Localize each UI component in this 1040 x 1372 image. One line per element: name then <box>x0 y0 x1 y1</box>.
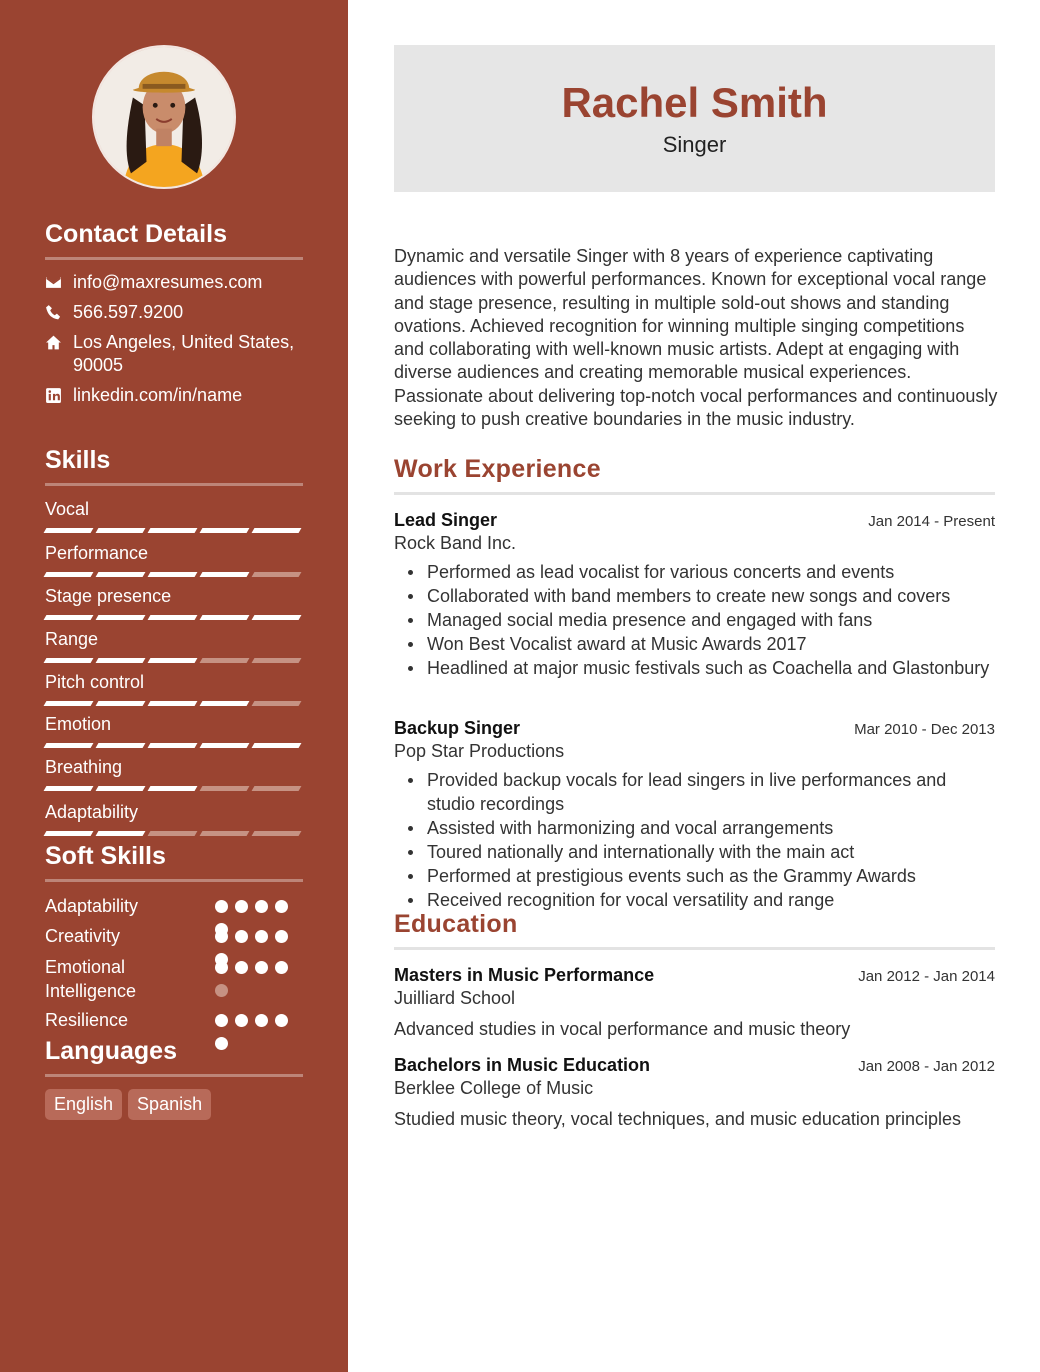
skill-level-segment <box>200 572 250 577</box>
soft-skill-item <box>45 924 303 948</box>
skill-item <box>45 628 303 663</box>
rating-dot <box>275 1014 288 1027</box>
contact-phone-text: 566.597.9200 <box>73 302 184 322</box>
school-name: Juilliard School <box>394 988 516 1008</box>
skill-level-segment <box>44 701 94 706</box>
skill-level-segment <box>148 572 198 577</box>
skill-item <box>45 498 303 533</box>
skill-item <box>45 671 303 706</box>
skill-name: Range <box>45 629 99 649</box>
skill-level-segment <box>200 615 250 620</box>
contact-linkedin[interactable] <box>45 384 303 407</box>
education-dates: Jan 2012 - Jan 2014 <box>858 968 995 985</box>
skill-name: Vocal <box>45 499 90 519</box>
skill-level-bar <box>45 615 303 620</box>
skill-level-segment <box>96 615 146 620</box>
skill-level-segment <box>44 615 94 620</box>
education-entry <box>394 963 995 1041</box>
skill-level-segment <box>96 786 146 791</box>
profile-photo <box>92 45 236 189</box>
skill-level-segment <box>44 658 94 663</box>
skill-level-segment <box>252 658 302 663</box>
education-description: Studied music theory, vocal techniques, and music education principles <box>394 1109 961 1129</box>
skill-level-segment <box>44 831 94 836</box>
contact-section <box>45 220 303 407</box>
job-entry <box>394 716 995 912</box>
contact-address-text: Los Angeles, United States, 90005 <box>73 332 295 375</box>
skills-heading: Skills <box>45 446 303 486</box>
sidebar <box>0 0 348 1372</box>
skill-level-segment <box>252 528 302 533</box>
job-company: Pop Star Productions <box>394 741 565 761</box>
job-bullet: Managed social media presence and engaged with fans <box>394 608 995 632</box>
candidate-name: Rachel Smith <box>561 79 828 126</box>
skill-level-segment <box>252 786 302 791</box>
job-title: Backup Singer <box>394 718 521 738</box>
job-title: Lead Singer <box>394 510 498 530</box>
skill-level-segment <box>252 831 302 836</box>
candidate-title: Singer <box>662 132 727 157</box>
contact-phone[interactable] <box>45 301 303 324</box>
skill-level-segment <box>96 701 146 706</box>
skill-level-segment <box>200 658 250 663</box>
skill-name: Emotion <box>45 714 112 734</box>
skill-level-segment <box>200 831 250 836</box>
soft-skill-item <box>45 894 303 918</box>
job-bullet: Received recognition for vocal versatility and range <box>394 888 964 912</box>
education-entry <box>394 1053 995 1131</box>
soft-skill-name: Adaptability <box>45 896 139 916</box>
skill-item <box>45 756 303 791</box>
skill-level-segment <box>200 701 250 706</box>
rating-dot <box>235 930 248 943</box>
rating-dot <box>255 1014 268 1027</box>
education-description: Advanced studies in vocal performance and music theory <box>394 1019 851 1039</box>
job-bullet: Collaborated with band members to create new songs and covers <box>394 584 995 608</box>
soft-skill-name: Resilience <box>45 1010 129 1030</box>
languages-section <box>45 1037 303 1120</box>
rating-dot <box>215 961 228 974</box>
skill-level-segment <box>200 743 250 748</box>
language-chip: Spanish <box>128 1089 211 1120</box>
rating-dot <box>215 1014 228 1027</box>
skill-level-bar <box>45 701 303 706</box>
skill-level-segment <box>252 615 302 620</box>
skill-level-segment <box>148 786 198 791</box>
skill-level-bar <box>45 528 303 533</box>
skill-name: Breathing <box>45 757 123 777</box>
contact-linkedin-text: linkedin.com/in/name <box>73 385 243 405</box>
summary: Dynamic and versatile Singer with 8 years of experience captivating audiences with powerful performances. Known for exceptional vocal range and stage presence, resulting in multiple sold-out shows and standing ovations. Achieved recognition for winning multiple singing competitions and collaborating with well-known music artists. Adept at engaging with diverse audiences and creating memorable musical experiences. Passionate about delivering top-notch vocal performances and continuously seeking to push creative boundaries in the music industry. <box>394 246 998 430</box>
skill-level-segment <box>96 658 146 663</box>
contact-email-text: info@maxresumes.com <box>73 272 263 292</box>
job-bullet: Provided backup vocals for lead singers in live performances and studio recordings <box>394 768 964 816</box>
skill-level-segment <box>44 743 94 748</box>
soft-skills-heading: Soft Skills <box>45 842 303 882</box>
language-chip: English <box>45 1089 122 1120</box>
skill-level-bar <box>45 743 303 748</box>
skill-level-segment <box>96 528 146 533</box>
linkedin-icon <box>45 384 73 407</box>
rating-dot <box>235 900 248 913</box>
skill-level-segment <box>148 743 198 748</box>
skill-name: Stage presence <box>45 586 172 606</box>
degree-title: Masters in Music Performance <box>394 965 655 985</box>
skill-level-bar <box>45 572 303 577</box>
skill-level-segment <box>96 572 146 577</box>
job-bullets <box>394 560 995 680</box>
skill-item <box>45 801 303 836</box>
skill-level-segment <box>148 615 198 620</box>
job-bullet: Toured nationally and internationally with the main act <box>394 840 964 864</box>
job-bullet: Assisted with harmonizing and vocal arrangements <box>394 816 964 840</box>
rating-dot <box>235 1014 248 1027</box>
job-company: Rock Band Inc. <box>394 533 517 553</box>
skill-level-segment <box>148 701 198 706</box>
job-bullet: Won Best Vocalist award at Music Awards 2017 <box>394 632 995 656</box>
soft-skill-item <box>45 955 303 1003</box>
skill-name: Adaptability <box>45 802 139 822</box>
skill-level-segment <box>148 528 198 533</box>
rating-dot <box>275 930 288 943</box>
skill-level-bar <box>45 658 303 663</box>
rating-dot <box>215 930 228 943</box>
skill-level-segment <box>200 786 250 791</box>
soft-skill-name: Creativity <box>45 926 121 946</box>
soft-skill-name: Emotional Intelligence <box>45 957 137 1001</box>
education-heading: Education <box>394 910 995 950</box>
skill-item <box>45 542 303 577</box>
skills-section <box>45 446 303 846</box>
skill-level-segment <box>252 743 302 748</box>
home-icon <box>45 331 73 354</box>
job-bullets <box>394 768 964 912</box>
phone-icon <box>45 301 73 324</box>
degree-title: Bachelors in Music Education <box>394 1055 651 1075</box>
rating-dot <box>215 984 228 997</box>
rating-dot <box>255 900 268 913</box>
soft-skills-section <box>45 842 303 1042</box>
job-dates: Jan 2014 - Present <box>868 513 995 530</box>
skill-level-segment <box>148 658 198 663</box>
rating-dot <box>215 900 228 913</box>
email-icon <box>45 271 73 294</box>
skill-level-segment <box>200 528 250 533</box>
skill-level-bar <box>45 786 303 791</box>
header <box>394 45 995 192</box>
rating-dot <box>255 961 268 974</box>
contact-heading: Contact Details <box>45 220 303 260</box>
portrait-image <box>94 47 234 187</box>
skill-level-segment <box>252 701 302 706</box>
work-experience-heading: Work Experience <box>394 455 995 495</box>
skill-item <box>45 713 303 748</box>
contact-address <box>45 331 303 377</box>
languages-heading: Languages <box>45 1037 303 1077</box>
contact-email[interactable] <box>45 271 303 294</box>
soft-skill-item <box>45 1008 303 1032</box>
rating-dot <box>235 961 248 974</box>
school-name: Berklee College of Music <box>394 1078 594 1098</box>
rating-dot <box>275 961 288 974</box>
job-bullet: Headlined at major music festivals such as Coachella and Glastonbury <box>394 656 995 680</box>
skill-level-segment <box>148 831 198 836</box>
job-entry <box>394 508 995 680</box>
skill-level-segment <box>44 786 94 791</box>
skill-name: Pitch control <box>45 672 145 692</box>
job-bullet: Performed as lead vocalist for various concerts and events <box>394 560 995 584</box>
job-bullet: Performed at prestigious events such as the Grammy Awards <box>394 864 964 888</box>
skill-level-segment <box>44 572 94 577</box>
skill-level-segment <box>252 572 302 577</box>
job-dates: Mar 2010 - Dec 2013 <box>854 721 995 738</box>
skill-level-segment <box>96 831 146 836</box>
skill-item <box>45 585 303 620</box>
skill-level-segment <box>44 528 94 533</box>
rating-dot <box>275 900 288 913</box>
education-dates: Jan 2008 - Jan 2012 <box>858 1058 995 1075</box>
skill-level-segment <box>96 743 146 748</box>
skill-name: Performance <box>45 543 149 563</box>
rating-dot <box>255 930 268 943</box>
skill-level-bar <box>45 831 303 836</box>
